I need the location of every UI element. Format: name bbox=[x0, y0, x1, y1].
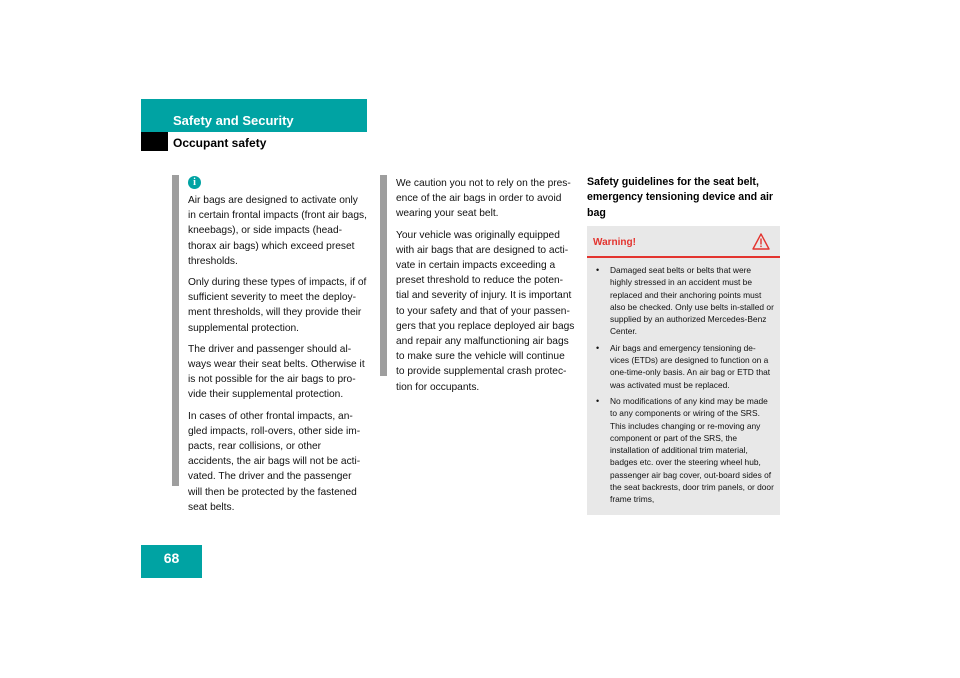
bullet-icon: • bbox=[596, 342, 600, 353]
middle-paragraph-1: We caution you not to rely on the pres-ence of the air bags in order to avoid wearing your seat belt. bbox=[396, 178, 571, 220]
middle-column-bar bbox=[380, 175, 387, 376]
warning-triangle-icon bbox=[752, 233, 770, 250]
page-number: 68 bbox=[141, 545, 202, 578]
warning-header bbox=[587, 226, 780, 258]
safety-guidelines-heading: Safety guidelines for the seat belt, emergency tensioning device and air bag bbox=[587, 176, 774, 219]
left-paragraph-2: Only during these types of impacts, if of sufficient severity to meet the deploy-ment thresholds, will they provide their supplemental protection. bbox=[188, 277, 367, 334]
bullet-icon: • bbox=[596, 395, 600, 406]
subsection-marker bbox=[141, 132, 168, 151]
bullet-icon: • bbox=[596, 265, 600, 275]
left-column-bar bbox=[172, 175, 179, 486]
middle-column-text bbox=[396, 176, 576, 401]
warning-box bbox=[587, 226, 780, 515]
section-header: Safety and Security bbox=[141, 99, 367, 132]
warning-item-1: • Damaged seat belts or belts that were highly stressed in an accident must be replaced and their anchoring points must also be checked. Only use belts in-stalled or supplied by an authorized Mercedes-Benz Center. bbox=[596, 265, 774, 337]
left-column-text bbox=[188, 176, 368, 521]
warning-title: Warning! bbox=[593, 237, 636, 248]
middle-paragraph-2: Your vehicle was originally equipped with air bags that are designed to acti-vate in certain impacts exceeding a preset threshold to reduce the poten-tial and severity of injury. It is important to your safety and that of your passen-gers that you replace deployed air bags and repair any malfunctioning air bags to make sure the vehicle will continue to provide supplemental crash protec-tion for occupants. bbox=[396, 229, 575, 393]
warning-item-3: • No modifications of any kind may be made to any components or wiring of the SRS. This includes changing or re-moving any component or part of the SRS, the installation of additional trim material, badges etc. over the steering wheel hub, passenger air bag cover, out-board sides of the seat backrests, door trim panels, or door frame trims, bbox=[596, 395, 774, 505]
warning-item-2: • Air bags and emergency tensioning de-vices (ETDs) are designed to function on a one-time-only basis. An air bag or ETD that was activated must be replaced. bbox=[596, 342, 771, 390]
subsection-title: Occupant safety bbox=[173, 136, 267, 150]
left-paragraph-4: In cases of other frontal impacts, an-gled impacts, roll-overs, other side im-pacts, rear collisions, or other accidents, the air bags will not be acti-vated. The driver and the passenger will then be protected by the fastened seat belts. bbox=[188, 410, 361, 513]
info-icon: i bbox=[188, 176, 201, 189]
warning-list bbox=[587, 258, 780, 506]
left-paragraph-3: The driver and passenger should al-ways wear their seat belts. Otherwise it is not possible for the air bags to pro-vide their supplemental protection. bbox=[188, 343, 365, 401]
left-paragraph-1: Air bags are designed to activate only in certain frontal impacts (front air bags, kneebags), or side impacts (head-thorax air bags) which exceed preset thresholds. bbox=[188, 195, 367, 267]
